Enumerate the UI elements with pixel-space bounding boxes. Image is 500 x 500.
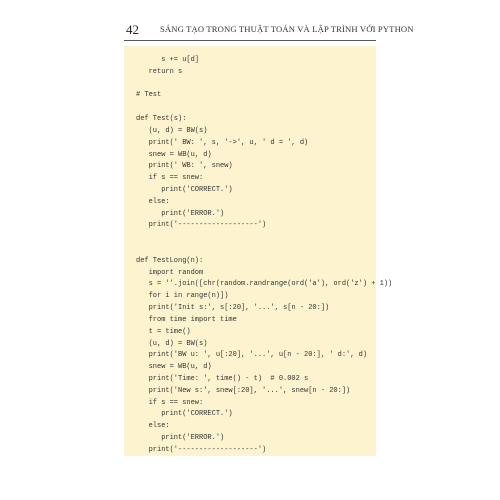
code-listing [124,46,393,456]
page-number: 42 [126,22,139,37]
code-line: print('New s:', snew[:20], '...', snew[n - 20:]) [136,386,351,395]
code-line: (u, d) = BW(s) [136,339,208,348]
code-line: print(' BW: ', s, '->', u, ' d = ', d) [136,138,309,147]
code-line: print('CORRECT.') [136,185,233,194]
code-line: print('Time: ', time() - t) # 0.002 s [136,374,309,383]
code-line: print('CORRECT.') [136,410,233,419]
code-line: s = ''.join([chr(random.randrange(ord('a'), ord('z') + 1)) [136,280,393,289]
code-line: print('BW u: ', u[:20], '...', u[n - 20:], ' d:', d) [136,351,368,360]
code-line: t = time() [136,327,191,336]
code-line: else: [136,197,170,206]
code-line: s += u[d] [136,56,200,64]
code-lines [136,55,392,457]
code-line [136,232,392,244]
code-line: print('ERROR.') [136,434,225,442]
code-line: print('ERROR.') [136,209,225,218]
code-line [136,244,392,256]
code-line: from time import time [136,315,237,324]
code-line: # Test [136,91,162,100]
code-line: def Test(s): [136,115,187,124]
code-line: print(' WB: ', snew) [136,162,233,171]
running-title: SÁNG TẠO TRONG THUẬT TOÁN VÀ LẬP TRÌNH VỚI PYTHON [160,24,414,34]
code-line: if s == snew: [136,174,204,183]
code-line: snew = WB(u, d) [136,363,212,372]
code-line: print('-------------------') [136,445,267,454]
code-line: (u, d) = BW(s) [136,126,208,135]
code-line [136,79,392,91]
code-line: else: [136,422,170,431]
code-line: return s [136,67,183,76]
code-line: def TestLong(n): [136,256,204,265]
code-line: snew = WB(u, d) [136,150,212,159]
code-line: print('Init s:', s[:20], '...', s[n - 20:]) [136,304,330,313]
code-line: for i in range(n)]) [136,292,229,301]
code-line [136,102,392,114]
code-line: import random [136,268,204,277]
header-rule [124,40,376,41]
code-line: print('-------------------') [136,221,267,230]
code-line: if s == snew: [136,398,204,407]
